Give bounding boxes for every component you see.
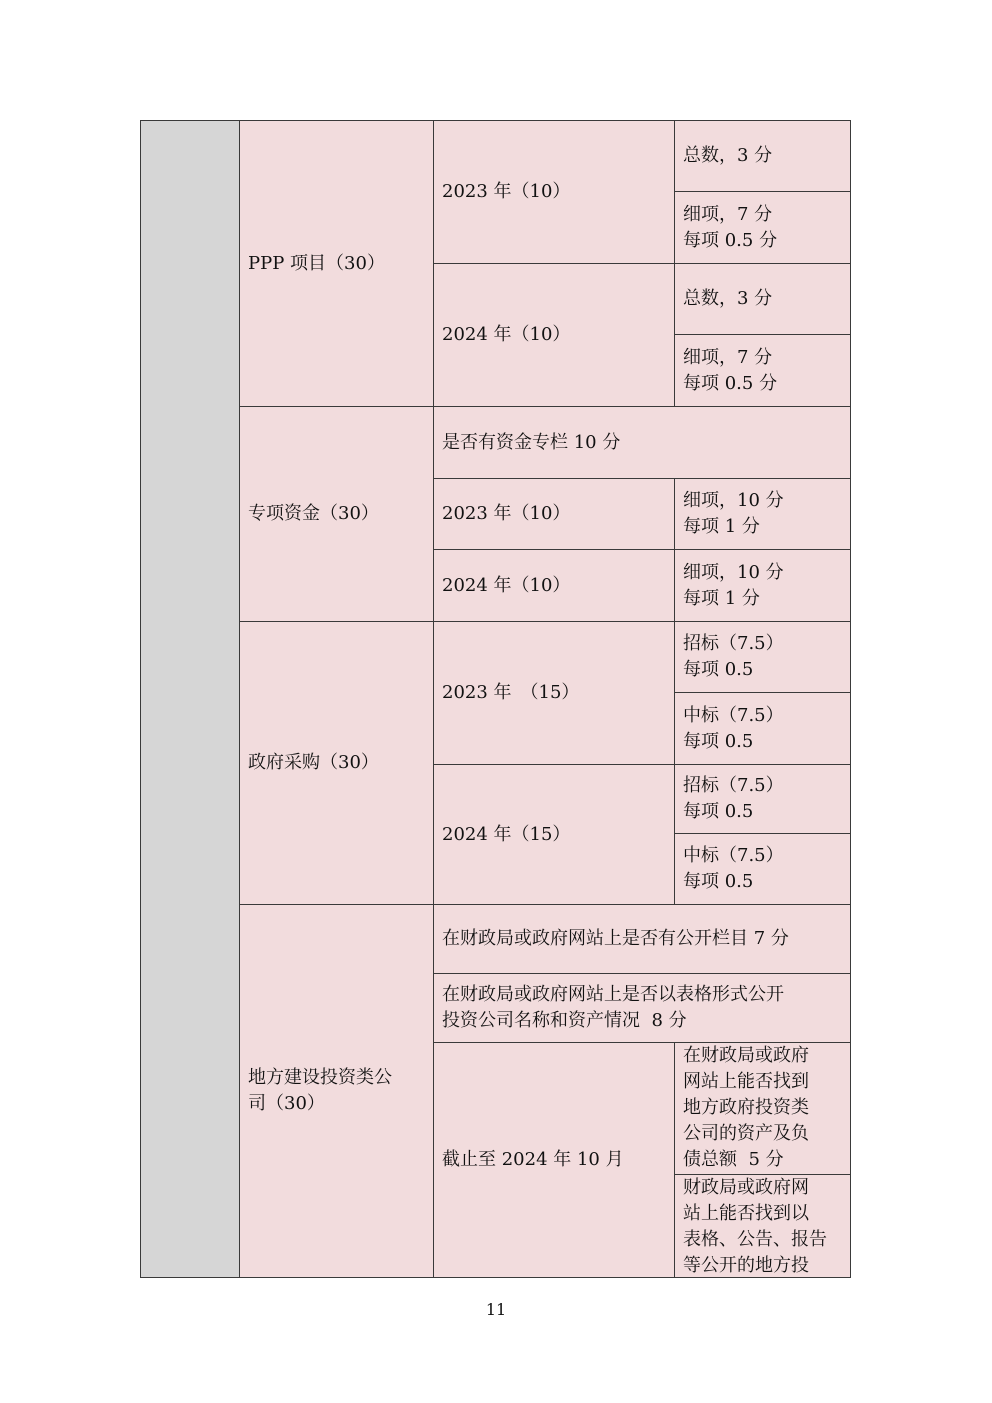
- scoring-table: [140, 120, 851, 1278]
- ppp-2024-detail: 细项，7 分 每项 0.5 分: [674, 334, 851, 407]
- ppp-2023: 2023 年（10）: [433, 120, 675, 264]
- procurement-2023: 2023 年 （15）: [433, 621, 675, 765]
- procurement-2023-tender: 招标（7.5） 每项 0.5: [674, 621, 851, 693]
- special-funds-label: 专项资金（30）: [239, 406, 434, 622]
- procurement-2024-tender: 招标（7.5） 每项 0.5: [674, 764, 851, 834]
- procurement-2024-award: 中标（7.5） 每项 0.5: [674, 833, 851, 905]
- special-2024-detail: 细项，10 分 每项 1 分: [674, 549, 851, 622]
- ppp-2024: 2024 年（10）: [433, 263, 675, 407]
- ppp-2024-total: 总数，3 分: [674, 263, 851, 335]
- investment-column-row: 在财政局或政府网站上是否有公开栏目 7 分: [433, 904, 851, 974]
- special-2023: 2023 年（10）: [433, 478, 675, 550]
- investment-table-row: 在财政局或政府网站上是否以表格形式公开 投资公司名称和资产情况 8 分: [433, 973, 851, 1043]
- ppp-2023-total: 总数，3 分: [674, 120, 851, 192]
- special-funds-column: 是否有资金专栏 10 分: [433, 406, 851, 479]
- investment-cutoff: 截止至 2024 年 10 月: [433, 1042, 675, 1278]
- page-number: 11: [485, 1300, 507, 1319]
- ppp-2023-detail: 细项，7 分 每项 0.5 分: [674, 191, 851, 264]
- special-2024: 2024 年（10）: [433, 549, 675, 622]
- procurement-label: 政府采购（30）: [239, 621, 434, 905]
- investment-company-label: 地方建设投资类公 司（30）: [239, 904, 434, 1278]
- procurement-2024: 2024 年（15）: [433, 764, 675, 905]
- special-2023-detail: 细项，10 分 每项 1 分: [674, 478, 851, 550]
- category-column: [140, 120, 240, 1278]
- procurement-2023-award: 中标（7.5） 每项 0.5: [674, 692, 851, 765]
- ppp-label: PPP 项目（30）: [239, 120, 434, 407]
- investment-item-public: 财政局或政府网 站上能否找到以 表格、公告、报告 等公开的地方投: [674, 1174, 851, 1278]
- investment-item-assets: 在财政局或政府 网站上能否找到 地方政府投资类 公司的资产及负 债总额 5 分: [674, 1042, 851, 1175]
